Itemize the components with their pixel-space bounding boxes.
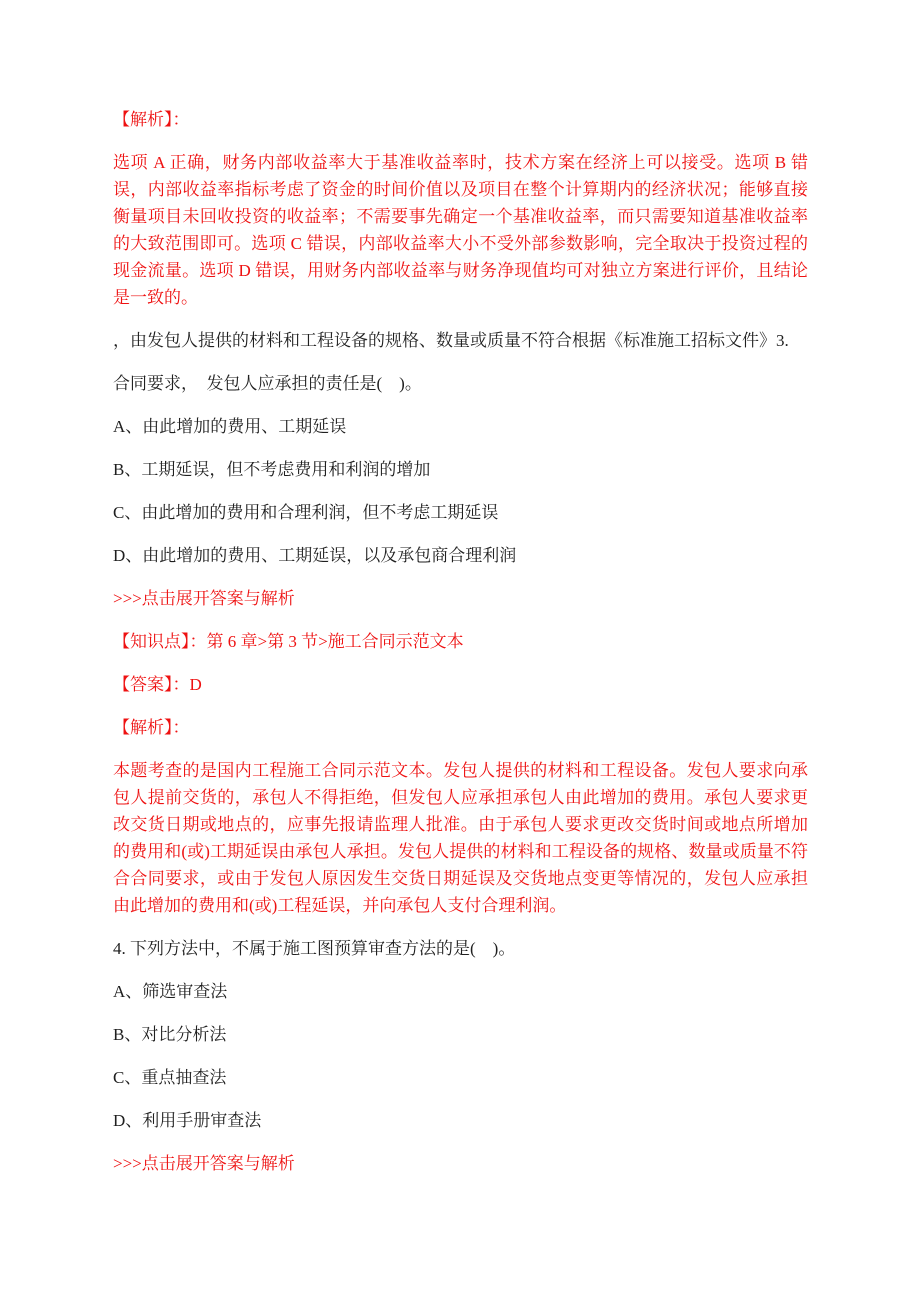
- question3-answer: 【答案】：D: [113, 675, 202, 694]
- question4-stem: 4. 下列方法中，不属于施工图预算审查方法的是( )。: [113, 939, 516, 958]
- question3-analysis-label: 【解析】：: [113, 718, 190, 737]
- question3-option-a: A、由此增加的费用、工期延误: [113, 417, 347, 436]
- question4-option-d: D、利用手册审查法: [113, 1111, 262, 1130]
- question3-option-c: C、由此增加的费用和合理利润，但不考虑工期延误: [113, 503, 499, 522]
- question3-stem: 合同要求， 发包人应承担的责任是( )。: [113, 374, 422, 393]
- analysis1-body: 选项 A 正确，财务内部收益率大于基准收益率时，技术方案在经济上可以接受。选项 B 错误，内部收益率指标考虑了资金的时间价值以及项目在整个计算期内的经济状况；能够直接衡量项目未回收投资的收益率；不需要事先确定一个基准收益率，而只需要知道基准收益率的大致范围即可。选项 C 错误，内部收益率大小不受外部参数影响，完全取决于投资过程的现金流量。选项 D 错误，用财务内部收益率与财务净现值均可对独立方案进行评价，且结论是一致的。: [113, 153, 808, 307]
- question3-option-b: B、工期延误，但不考虑费用和利润的增加: [113, 460, 431, 479]
- question3-expand-answers-link[interactable]: >>>点击展开答案与解析: [113, 589, 295, 608]
- question4-option-a: A、筛选审查法: [113, 982, 228, 1001]
- question3-analysis-body: 本题考查的是国内工程施工合同示范文本。发包人提供的材料和工程设备。发包人要求向承包人提前交货的，承包人不得拒绝，但发包人应承担承包人由此增加的费用。承包人要求更改交货日期或地点的，应事先报请监理人批准。由于承包人要求更改交货时间或地点所增加的费用和(或)工期延误由承包人承担。发包人提供的材料和工程设备的规格、数量或质量不符合合同要求，或由于发包人原因发生交货日期延误及交货地点变更等情况的，发包人应承担由此增加的费用和(或)工程延误，并向承包人支付合理利润。: [113, 761, 808, 915]
- question4-expand-answers-link[interactable]: >>>点击展开答案与解析: [113, 1154, 295, 1173]
- analysis1-label: 【解析】：: [113, 110, 190, 129]
- question3-knowledge-point: 【知识点】：第 6 章>第 3 节>施工合同示范文本: [113, 632, 464, 651]
- question3-intro: ，由发包人提供的材料和工程设备的规格、数量或质量不符合根据《标准施工招标文件》3.: [113, 331, 789, 350]
- question4-option-b: B、对比分析法: [113, 1025, 227, 1044]
- question3-option-d: D、由此增加的费用、工期延误，以及承包商合理利润: [113, 546, 517, 565]
- question4-option-c: C、重点抽查法: [113, 1068, 227, 1087]
